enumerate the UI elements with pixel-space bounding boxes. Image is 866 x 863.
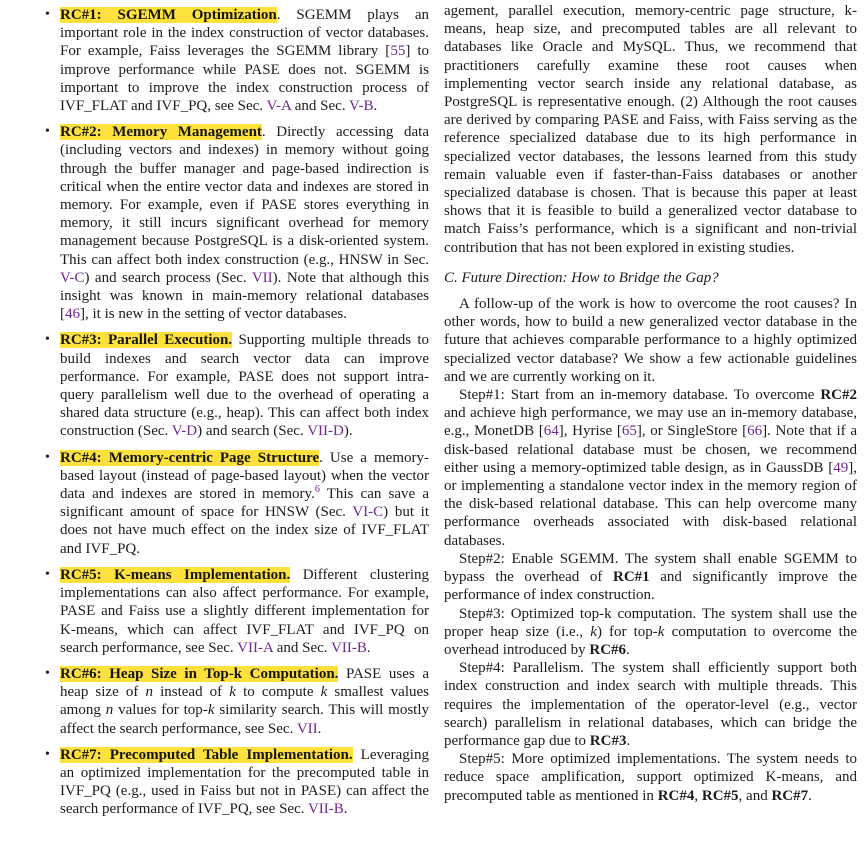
text-run: ) and search process (Sec. — [84, 269, 252, 286]
highlighted-root-cause-title: RC#5: K-means Implementation. — [60, 566, 291, 583]
root-cause-item — [35, 449, 429, 558]
root-cause-item — [35, 566, 429, 657]
text-run: instead of — [152, 684, 230, 701]
ref-link[interactable]: VII-D — [307, 423, 344, 440]
bold-ref-text: RC#5 — [701, 787, 739, 804]
root-cause-item — [35, 665, 429, 738]
math-variable: n — [105, 702, 114, 719]
text-run: ) and search (Sec. — [197, 423, 308, 440]
ref-link[interactable]: 66 — [747, 423, 763, 440]
text-run: ], Hyrise [ — [558, 423, 622, 440]
text-run: . Directly accessing data (including vectors and indexes) in memory without going through the buffer manager and page-based indirection is critical when the entire vector data and indexes are stored in memory. For example, even if PASE stores everything in memory, it still incurs significant overhead for memory management because PostgreSQL is a disk-oriented system. This can affect both index construction (e.g., HNSW in Sec. — [60, 124, 429, 268]
highlighted-root-cause-title: RC#1: SGEMM Optimization — [60, 7, 277, 23]
text-run: ] to improve performance while PASE does not. SGEMM is important to improve the index construction process of IVF_FLAT and IVF_PQ, see Sec. — [60, 43, 429, 115]
text-run: ). Note that although this insight was known in main-memory relational databases [ — [60, 269, 430, 323]
text-run: agement, parallel execution, memory-centric page structure, k-means, heap size, and precomputed tables are all relevant to databases like Oracle and MySQL. Thus, we recommend that practitioners carefully examine these root causes when implementing vector search inside any relational database, as PostgreSQL is representative enough. (2) Although the root causes are derived by comparing PASE and Faiss, with Faiss serving as the reference specialized database due to its high performance in specialized vector databases, the lessons learned from this study remain valuable even if faster-than-Faiss databases or another specialized database is chosen. That is because this paper at least shows that it is feasible to build a generalized vector database to match Faiss’s performance, which is a significant and non-trivial contribution that has not been explored in existing studies. — [444, 3, 857, 256]
ref-link[interactable]: 46 — [65, 306, 80, 323]
text-run: . SGEMM plays an important role in the index construction of vector databases. For example, Faiss leverages the SGEMM library [ — [60, 7, 429, 60]
text-run: and achieve high performance, we may use an in-memory database, e.g., MonetDB [ — [444, 405, 857, 440]
right-column — [444, 2, 857, 805]
text-run: ]. Note that if a disk-based relational database must be chosen, we recommend either using a memory-optimized table design, as in GaussDB [ — [444, 423, 858, 476]
text-run: Step#2: Enable SGEMM. The system shall enable SGEMM to bypass the overhead of — [444, 550, 857, 586]
math-variable: n — [145, 684, 153, 701]
text-run: ], or SingleStore [ — [636, 423, 748, 440]
bold-ref-text: RC#4 — [657, 787, 695, 804]
text-run: , — [694, 787, 702, 804]
text-run: . — [317, 720, 322, 737]
math-variable: k — [590, 623, 597, 640]
text-run: , and — [738, 787, 772, 804]
text-run: This can save a significant amount of space for HNSW (Sec. — [60, 486, 429, 521]
body-paragraph — [444, 659, 857, 750]
text-run: . — [343, 801, 348, 818]
body-paragraph — [444, 750, 857, 805]
ref-link[interactable]: V-B — [349, 98, 374, 115]
text-run: Step#4: Parallelism. The system shall efficiently support both index construction and index search with multiple threads. This requires the implementation of the operator-level (e.g., vector search) parallelism in relational databases, which can bridge the performance gap due to — [444, 660, 857, 749]
body-paragraph — [444, 550, 857, 605]
text-run: Leveraging an optimized implementation for the precomputed table in IVF_PQ (e.g., used in Faiss but not in PASE) can affect the search performance of IVF_PQ, see Sec. — [60, 746, 429, 818]
text-run: ], or implementing a standalone vector index in the memory region of the disk-based relational database. This can help overcome many performance overheads associated with disk-based relational databases. — [444, 459, 857, 549]
text-run: . — [626, 641, 630, 658]
root-cause-item — [35, 6, 429, 115]
highlighted-root-cause-title: RC#7: Precomputed Table Implementation. — [60, 746, 353, 763]
highlighted-root-cause-title: RC#3: Parallel Execution. — [60, 332, 233, 349]
highlighted-root-cause-title: RC#4: Memory-centric Page Structure — [60, 449, 320, 466]
bold-ref-text: RC#1 — [613, 569, 650, 586]
root-cause-item — [35, 123, 429, 323]
text-run: . — [626, 732, 631, 749]
text-run: A follow-up of the work is how to overcome the root causes? In other words, how to build a new generalized vector database in the future that achieves comparable performance to a highly optimized specialized vector database? We show a few actionable guidelines and we are currently working on it. — [444, 296, 857, 385]
text-run: . Use a memory-based layout (instead of page-based layout) when the vector data and indexes are stored in memory. — [60, 449, 429, 503]
ref-link[interactable]: 65 — [621, 423, 637, 440]
text-run: and Sec. — [291, 98, 350, 115]
highlighted-root-cause-title: RC#2: Memory Management — [60, 124, 262, 141]
left-column — [35, 6, 429, 827]
text-run: to compute — [235, 684, 321, 701]
ref-link[interactable]: V-C — [60, 269, 85, 286]
bold-ref-text: RC#6 — [589, 641, 627, 658]
text-run: and significantly improve the performance of index construction. — [444, 569, 857, 604]
text-run: and Sec. — [272, 639, 332, 656]
text-run: . — [373, 98, 378, 115]
root-cause-item — [35, 331, 429, 440]
ref-link[interactable]: VI-C — [352, 504, 384, 521]
body-paragraph — [444, 605, 857, 660]
ref-link[interactable]: VII-B — [331, 639, 367, 656]
bold-ref-text: RC#3 — [589, 732, 627, 749]
math-variable: k — [207, 702, 215, 719]
body-paragraph — [444, 295, 857, 386]
highlighted-root-cause-title: RC#6: Heap Size in Top-k Computation. — [60, 665, 339, 682]
text-run: Supporting multiple threads to build indexes and search vector data can improve performance. For example, PASE does not support intra-query parallelism well due to the overhead of operating a shared data structure (e.g., heap). This can affect both index construction (Sec. — [60, 332, 429, 440]
body-paragraph — [444, 2, 857, 257]
text-run: . — [366, 639, 371, 656]
math-variable: k — [229, 684, 236, 701]
ref-link[interactable]: VII-A — [237, 639, 273, 656]
text-run: Step#5: More optimized implementations. The system needs to reduce space amplification, support optimized K-means, and precomputed table as mentioned in — [444, 751, 857, 804]
text-run: C. Future Direction: How to Bridge the Gap? — [444, 269, 719, 286]
text-run: similarity search. This will mostly affect the search performance, see Sec. — [60, 702, 429, 737]
text-run: ], it is new in the setting of vector databases. — [80, 306, 348, 323]
ref-link[interactable]: VII-B — [307, 801, 344, 818]
ref-link[interactable]: 49 — [833, 459, 849, 476]
footnote-marker: 6 — [314, 484, 320, 496]
bold-ref-text: RC#2 — [820, 387, 857, 404]
root-cause-item — [35, 746, 429, 819]
root-causes-list — [35, 6, 429, 819]
text-run: Step#1: Start from an in-memory database. To overcome — [459, 387, 821, 404]
bold-ref-text: RC#7 — [771, 787, 809, 804]
ref-link[interactable]: VII — [251, 269, 273, 286]
ref-link[interactable]: V-D — [171, 423, 198, 440]
ref-link[interactable]: V-A — [266, 98, 291, 115]
subsection-heading — [444, 269, 857, 287]
ref-link[interactable]: 64 — [543, 423, 559, 440]
text-run: ) for top- — [596, 623, 658, 640]
ref-link[interactable]: VII — [296, 720, 318, 737]
text-run: Different clustering implementations can also affect performance. For example, PASE and Faiss use a slightly different implementation for K-means, which can affect IVF_FLAT and IVF_PQ on search performance, see Sec. — [60, 566, 429, 656]
text-run: PASE uses a heap size of — [60, 665, 429, 701]
text-run: values for top- — [113, 702, 208, 719]
text-run: ). — [343, 423, 353, 440]
text-run: computation to overcome the overhead introduced by — [444, 623, 857, 658]
math-variable: k — [320, 684, 328, 701]
text-run: . — [808, 787, 812, 804]
text-run: ) but it does not have much effect on the index size of IVF_FLAT and IVF_PQ. — [60, 504, 429, 557]
ref-link[interactable]: 55 — [390, 43, 406, 60]
math-variable: k — [657, 623, 665, 640]
text-run: Step#3: Optimized top-k computation. The system shall use the proper heap size (i.e., — [444, 605, 857, 640]
body-paragraph — [444, 386, 857, 550]
text-run: smallest values among — [60, 684, 429, 719]
